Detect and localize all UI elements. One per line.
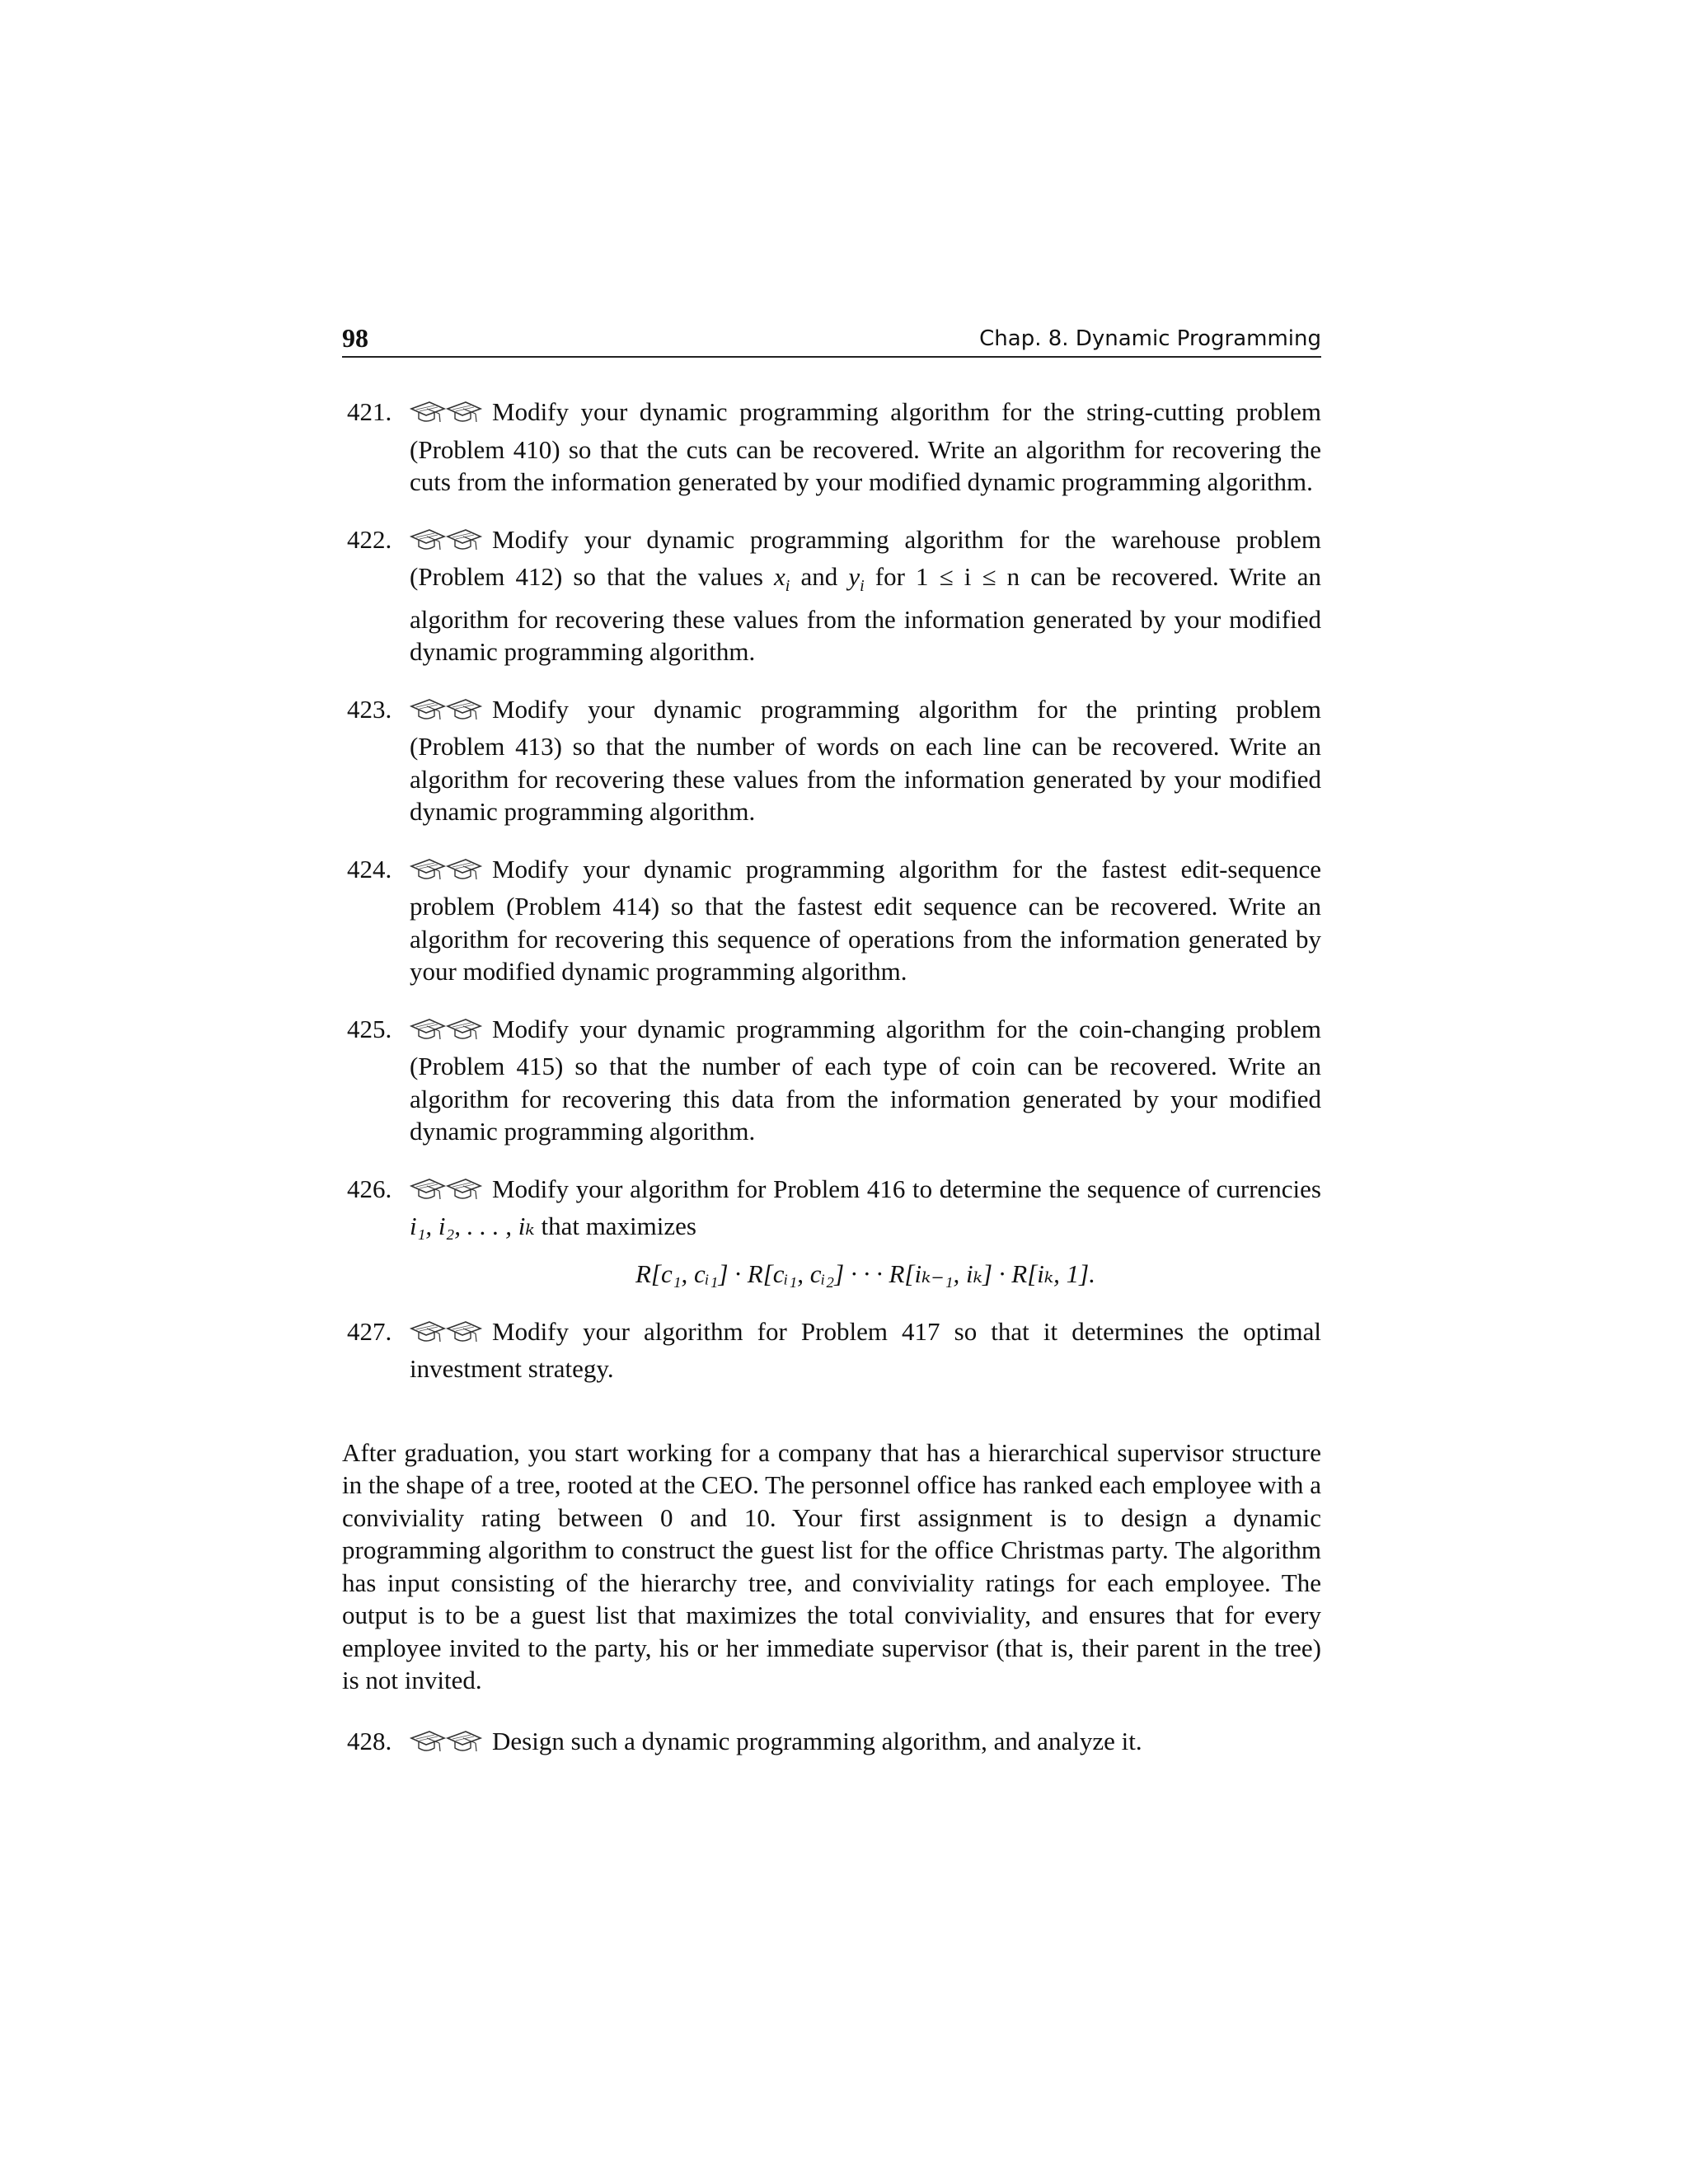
problem-text xyxy=(410,1013,1321,1148)
problem-body: Modify your dynamic programming algorithm for the fastest edit-sequence problem (Problem 414) so that the fastest edit sequence can be recovered. Write an algorithm for recovering this sequence of operations from the information generated by your modified dynamic programming algorithm. xyxy=(410,854,1321,987)
mortarboard-icon xyxy=(446,698,482,723)
mortarboard-icon xyxy=(446,1730,482,1755)
problem-body-start: Modify your dynamic programming algorithm for the warehouse problem (Problem 412) so that the values xyxy=(410,524,1321,591)
problem-422 xyxy=(342,523,1321,668)
problem-text xyxy=(410,396,1321,499)
mortarboard-icon xyxy=(446,528,482,553)
problem-428 xyxy=(342,1725,1321,1763)
problem-body: Modify your algorithm for Problem 417 so that it determines the optimal investment strategy. xyxy=(410,1316,1321,1384)
mortarboard-icon-pair xyxy=(410,1018,482,1051)
problem-text xyxy=(410,1173,1321,1243)
mortarboard-icon xyxy=(446,401,482,425)
mortarboard-icon-pair xyxy=(410,528,482,561)
problem-427 xyxy=(342,1315,1321,1385)
mortarboard-icon xyxy=(410,1178,446,1202)
mortarboard-icon xyxy=(446,858,482,883)
page-number: 98 xyxy=(342,323,368,353)
running-head: Chap. 8. Dynamic Programming xyxy=(979,326,1321,351)
mortarboard-icon xyxy=(446,1018,482,1043)
problem-number: 422. xyxy=(347,524,392,554)
mortarboard-icon-pair xyxy=(410,698,482,731)
math-range: for 1 ≤ i ≤ n xyxy=(864,562,1020,591)
problem-body: Design such a dynamic programming algorithm, and analyze it. xyxy=(492,1726,1142,1755)
problem-number: 425. xyxy=(347,1014,392,1043)
problem-text xyxy=(410,1725,1321,1763)
math-subscript: i xyxy=(785,577,790,596)
intro-paragraph: After graduation, you start working for a company that has a hierarchical supervisor structure in the shape of a tree, rooted at the CEO. The personnel office has ranked each employee with a conviviality rating between 0 and 10. Your first assignment is to design a dynamic programming algorithm to construct the guest list for the office Christmas party. The algorithm has input consisting of the hierarchy tree, and conviviality ratings for each employee. The output is to be a guest list that maximizes the total conviviality, and ensures that for every employee invited to the party, his or her immediate supervisor (that is, their parent in the tree) is not invited. xyxy=(342,1437,1321,1695)
problem-text xyxy=(410,523,1321,668)
mortarboard-icon xyxy=(410,1320,446,1345)
problem-number: 421. xyxy=(347,397,392,426)
problem-body: Modify your dynamic programming algorithm for the coin-changing problem (Problem 415) so that the number of each type of coin can be recovered. Write an algorithm for recovering this data from the information generated by your modified dynamic programming algorithm. xyxy=(410,1014,1321,1146)
mortarboard-icon-pair xyxy=(410,858,482,891)
problem-body: Modify your dynamic programming algorithm for the printing problem (Problem 413) so that the number of words on each line can be recovered. Write an algorithm for recovering these values from the information generated by your modified dynamic programming algorithm. xyxy=(410,694,1321,827)
page-body xyxy=(342,396,1321,1787)
problem-number: 426. xyxy=(347,1174,392,1203)
math-sequence: i₁, i₂, . . . , iₖ xyxy=(410,1212,535,1241)
text-and: and xyxy=(790,562,849,591)
mortarboard-icon xyxy=(410,858,446,883)
problem-body: Modify your dynamic programming algorithm for the string-cutting problem (Problem 410) so that the cuts can be recovered. Write an algorithm for recovering the cuts from the information generated by your modified dynamic programming algorithm. xyxy=(410,397,1321,496)
problem-425 xyxy=(342,1013,1321,1148)
mortarboard-icon xyxy=(410,401,446,425)
mortarboard-icon-pair xyxy=(410,401,482,434)
problem-text xyxy=(410,1315,1321,1385)
mortarboard-icon-pair xyxy=(410,1320,482,1353)
problem-number: 428. xyxy=(347,1726,392,1755)
mortarboard-icon xyxy=(410,528,446,553)
display-equation: R[c₁, cᵢ₁] · R[cᵢ₁, cᵢ₂] · · · R[iₖ₋₁, iₖ] · R[iₖ, 1]. xyxy=(635,1258,1095,1288)
problem-text xyxy=(410,853,1321,988)
math-subscript: i xyxy=(860,577,865,596)
math-var-y: y xyxy=(848,562,860,591)
problem-body-end: can be recovered. Write an algorithm for recovering these values from the information generated by your modified dynamic programming algorithm. xyxy=(410,562,1321,667)
mortarboard-icon xyxy=(446,1178,482,1202)
mortarboard-icon xyxy=(446,1320,482,1345)
problem-body-start: Modify your algorithm for Problem 416 to determine the sequence of currencies xyxy=(492,1174,1321,1203)
mortarboard-icon xyxy=(410,698,446,723)
mortarboard-icon xyxy=(410,1018,446,1043)
problem-426 xyxy=(342,1173,1321,1291)
mortarboard-icon-pair xyxy=(410,1730,482,1763)
mortarboard-icon-pair xyxy=(410,1178,482,1211)
problem-421 xyxy=(342,396,1321,499)
problem-423 xyxy=(342,693,1321,828)
problem-number: 424. xyxy=(347,854,392,883)
problem-number: 423. xyxy=(347,694,392,724)
page-header xyxy=(342,323,1321,358)
problem-body-end: that maximizes xyxy=(534,1212,696,1241)
problem-424 xyxy=(342,853,1321,988)
problem-text xyxy=(410,693,1321,828)
math-var-x: x xyxy=(774,562,785,591)
problem-number: 427. xyxy=(347,1316,392,1346)
mortarboard-icon xyxy=(410,1730,446,1755)
